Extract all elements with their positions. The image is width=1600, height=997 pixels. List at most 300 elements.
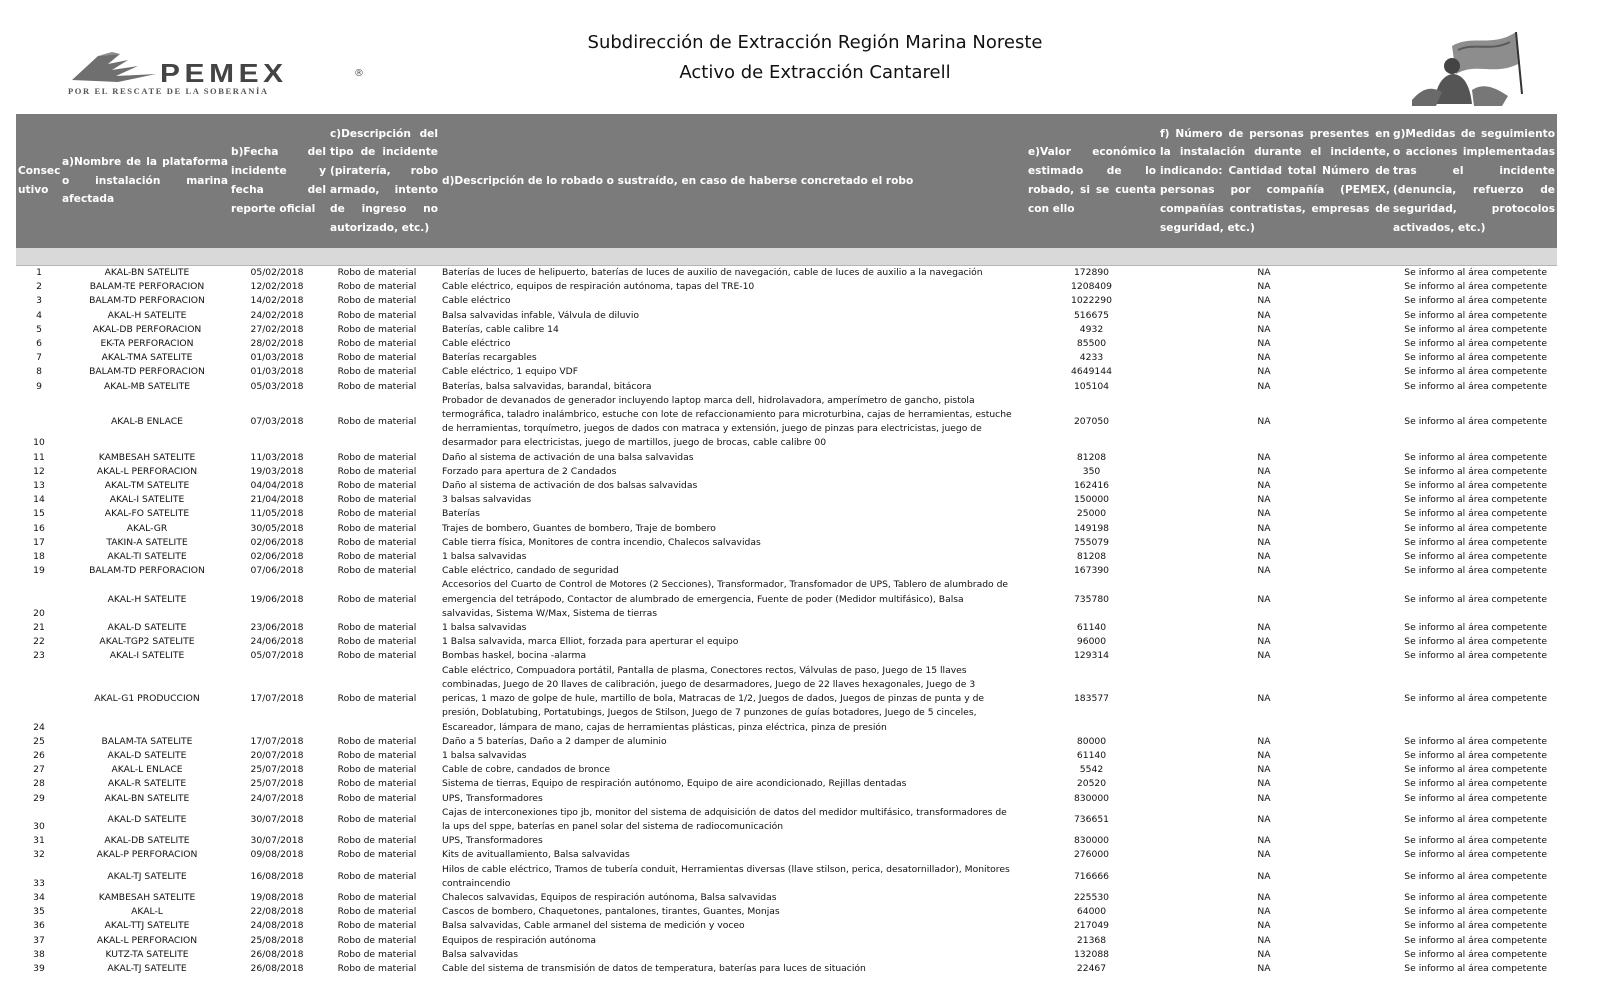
row-incident-type: Robo de material <box>337 813 417 825</box>
row-incident-type: Robo de material <box>337 778 417 790</box>
row-value: 350 <box>1082 465 1101 477</box>
row-number: 4 <box>36 309 42 321</box>
row-description: Cable eléctrico <box>442 295 511 307</box>
row-number: 35 <box>33 906 45 918</box>
row-description: 3 balsas salvavidas <box>442 494 532 506</box>
row-incident-type: Robo de material <box>337 962 417 974</box>
row-date: 25/07/2018 <box>250 764 304 776</box>
row-value: 172890 <box>1073 267 1110 278</box>
row-description: Cascos de bombero, Chaquetones, pantalones, tirantes, Guantes, Monjas <box>442 906 780 918</box>
table-row <box>16 337 1557 351</box>
row-measures: Se informo al área competente <box>1404 920 1547 932</box>
row-measures: Se informo al área competente <box>1404 749 1547 761</box>
row-measures: Se informo al área competente <box>1404 465 1547 477</box>
row-incident-type: Robo de material <box>337 735 417 747</box>
row-number: 6 <box>36 338 42 350</box>
row-platform: AKAL-TM SATELITE <box>104 480 190 492</box>
row-description: Cable del sistema de transmisión de datos de temperatura, baterías para luces de situación <box>442 962 866 974</box>
pemex-logo <box>68 50 374 102</box>
row-measures: Se informo al área competente <box>1404 934 1547 946</box>
row-incident-type: Robo de material <box>337 693 417 705</box>
row-incident-type: Robo de material <box>337 934 417 946</box>
row-value: 183577 <box>1073 693 1110 705</box>
row-measures: Se informo al área competente <box>1404 366 1547 378</box>
row-platform: AKAL-TMA SATELITE <box>101 352 193 364</box>
row-incident-type: Robo de material <box>337 522 417 534</box>
row-date: 09/08/2018 <box>250 849 304 861</box>
row-description: Cable eléctrico, equipos de respiración autónoma, tapas del TRE-10 <box>442 281 755 293</box>
row-persons: NA <box>1257 849 1271 861</box>
table-row <box>16 735 1557 749</box>
row-platform: AKAL-DB SATELITE <box>104 835 190 847</box>
row-persons: NA <box>1257 906 1271 918</box>
row-number: 30 <box>33 820 45 832</box>
row-measures: Se informo al área competente <box>1404 948 1547 960</box>
row-number: 3 <box>36 295 42 307</box>
row-value: 207050 <box>1073 416 1110 428</box>
row-description: Cable eléctrico <box>442 338 511 350</box>
table-row <box>16 536 1557 550</box>
table-body <box>16 266 1557 976</box>
row-date: 24/02/2018 <box>250 309 304 321</box>
row-incident-type: Robo de material <box>337 480 417 492</box>
row-persons: NA <box>1257 295 1271 307</box>
row-description: Kits de avituallamiento, Balsa salvavidas <box>442 849 630 861</box>
row-platform: AKAL-D SATELITE <box>107 813 187 825</box>
row-date: 20/07/2018 <box>250 749 304 761</box>
row-persons: NA <box>1257 366 1271 378</box>
row-measures: Se informo al área competente <box>1404 693 1547 705</box>
row-value: 276000 <box>1073 849 1110 861</box>
row-value: 81208 <box>1076 451 1107 463</box>
row-measures: Se informo al área competente <box>1404 891 1547 903</box>
row-platform: AKAL-FO SATELITE <box>104 508 190 520</box>
row-platform: KUTZ-TA SATELITE <box>105 948 189 960</box>
row-measures: Se informo al área competente <box>1404 522 1547 534</box>
row-persons: NA <box>1257 465 1271 477</box>
row-persons: NA <box>1257 948 1271 960</box>
row-number: 37 <box>33 934 45 946</box>
row-date: 21/04/2018 <box>250 494 304 506</box>
table-row <box>16 564 1557 578</box>
row-value: 20520 <box>1076 778 1107 790</box>
row-incident-type: Robo de material <box>337 565 417 577</box>
row-description: Balsa salvavidas infable, Válvula de diluvio <box>442 309 640 321</box>
row-description: Trajes de bombero, Guantes de bombero, Traje de bombero <box>442 522 716 534</box>
row-date: 14/02/2018 <box>250 295 304 307</box>
row-description: Bombas haskel, bocina -alarma <box>442 650 587 662</box>
table-row <box>16 621 1557 635</box>
row-incident-type: Robo de material <box>337 338 417 350</box>
row-measures: Se informo al área competente <box>1404 906 1547 918</box>
table-row <box>16 664 1557 735</box>
row-persons: NA <box>1257 778 1271 790</box>
row-value: 105104 <box>1073 380 1110 392</box>
column-header-fecha: b)Fecha del incidente y fecha del reporte oficial <box>231 146 326 215</box>
row-description: Accesorios del Cuarto de Control de Motores (2 Secciones), Transformador, Transfomador de UPS, Tablero de alumbrado de emergencia del tetrápodo, Contactor de alumbrado de emergencia, Fuente de poder (Medidor multifásico), Balsa salvavidas, Sistema W/Max, Sistema de tierras <box>442 579 1009 619</box>
row-value: 1022290 <box>1071 295 1112 307</box>
row-description: Daño al sistema de activación de dos balsas salvavidas <box>442 480 698 492</box>
row-value: 132088 <box>1073 948 1110 960</box>
row-number: 9 <box>36 380 42 392</box>
row-date: 24/07/2018 <box>250 792 304 804</box>
table-row <box>16 451 1557 465</box>
row-date: 01/03/2018 <box>250 366 304 378</box>
table-row <box>16 465 1557 479</box>
row-measures: Se informo al área competente <box>1404 870 1547 882</box>
row-measures: Se informo al área competente <box>1404 650 1547 662</box>
row-description: Hilos de cable eléctrico, Tramos de tubería conduit, Herramientas diversas (llave stilson, perica, desatornillador), Monitores contraincendio <box>442 863 1010 889</box>
column-header-consecutivo: Consec utivo <box>18 165 61 196</box>
row-incident-type: Robo de material <box>337 451 417 463</box>
row-persons: NA <box>1257 267 1271 278</box>
row-measures: Se informo al área competente <box>1404 813 1547 825</box>
row-number: 16 <box>33 522 45 534</box>
row-persons: NA <box>1257 352 1271 364</box>
row-persons: NA <box>1257 870 1271 882</box>
row-value: 80000 <box>1076 735 1107 747</box>
row-persons: NA <box>1257 622 1271 634</box>
row-incident-type: Robo de material <box>337 948 417 960</box>
row-value: 162416 <box>1073 480 1110 492</box>
table-row <box>16 919 1557 933</box>
table-row <box>16 763 1557 777</box>
row-persons: NA <box>1257 749 1271 761</box>
page-subtitle: Activo de Extracción Cantarell <box>679 62 951 83</box>
row-number: 8 <box>36 366 42 378</box>
row-incident-type: Robo de material <box>337 906 417 918</box>
row-incident-type: Robo de material <box>337 870 417 882</box>
row-value: 129314 <box>1073 650 1110 662</box>
row-description: Daño al sistema de activación de una balsa salvavidas <box>442 451 694 463</box>
row-incident-type: Robo de material <box>337 416 417 428</box>
row-measures: Se informo al área competente <box>1404 962 1547 974</box>
table-row <box>16 365 1557 379</box>
row-number: 34 <box>33 891 45 903</box>
table-row <box>16 323 1557 337</box>
row-platform: AKAL-L ENLACE <box>111 764 183 776</box>
row-measures: Se informo al área competente <box>1404 778 1547 790</box>
row-description: 1 balsa salvavidas <box>442 622 527 634</box>
row-date: 11/05/2018 <box>250 508 304 520</box>
table-row <box>16 493 1557 507</box>
row-date: 24/06/2018 <box>250 636 304 648</box>
row-platform: TAKIN-A SATELITE <box>106 536 188 548</box>
row-platform: EK-TA PERFORACION <box>100 338 194 350</box>
row-persons: NA <box>1257 565 1271 577</box>
row-description: Balsa salvavidas, Cable armanel del sistema de medición y voceo <box>442 920 745 932</box>
row-number: 15 <box>33 508 45 520</box>
row-platform: AKAL-H SATELITE <box>107 309 187 321</box>
row-description: 1 balsa salvavidas <box>442 749 527 761</box>
row-measures: Se informo al área competente <box>1404 295 1547 307</box>
row-measures: Se informo al área competente <box>1404 281 1547 293</box>
row-persons: NA <box>1257 636 1271 648</box>
row-value: 755079 <box>1073 536 1110 548</box>
row-number: 31 <box>33 835 45 847</box>
row-platform: BALAM-TA SATELITE <box>101 735 193 747</box>
table-row <box>16 266 1557 280</box>
row-persons: NA <box>1257 920 1271 932</box>
row-platform: BALAM-TD PERFORACION <box>89 366 205 378</box>
row-description: 1 Balsa salvavida, marca Elliot, forzada para aperturar el equipo <box>442 636 739 648</box>
row-measures: Se informo al área competente <box>1404 565 1547 577</box>
column-header-valor: e)Valor económico estimado de lo robado, si se cuenta con ello <box>1028 146 1156 215</box>
row-platform: KAMBESAH SATELITE <box>98 451 196 463</box>
row-incident-type: Robo de material <box>337 309 417 321</box>
row-measures: Se informo al área competente <box>1404 593 1547 605</box>
row-persons: NA <box>1257 693 1271 705</box>
page-titles <box>500 28 1130 88</box>
row-number: 14 <box>33 494 45 506</box>
row-number: 17 <box>33 536 45 548</box>
row-persons: NA <box>1257 735 1271 747</box>
table-row <box>16 294 1557 308</box>
row-incident-type: Robo de material <box>337 352 417 364</box>
row-measures: Se informo al área competente <box>1404 309 1547 321</box>
row-value: 4233 <box>1079 352 1104 364</box>
row-measures: Se informo al área competente <box>1404 849 1547 861</box>
table-row <box>16 792 1557 806</box>
row-platform: AKAL-MB SATELITE <box>103 380 191 392</box>
row-value: 64000 <box>1076 906 1107 918</box>
row-value: 830000 <box>1073 792 1110 804</box>
table-row <box>16 309 1557 323</box>
table-row <box>16 934 1557 948</box>
row-date: 04/04/2018 <box>250 480 304 492</box>
row-date: 24/08/2018 <box>250 920 304 932</box>
row-persons: NA <box>1257 522 1271 534</box>
row-number: 10 <box>33 437 45 449</box>
column-header-medidas: g)Medidas de seguimiento o acciones implementadas tras el incidente (denuncia, refuerzo de seguridad, protocolos activados, etc.) <box>1393 127 1555 234</box>
row-incident-type: Robo de material <box>337 281 417 293</box>
row-incident-type: Robo de material <box>337 764 417 776</box>
row-measures: Se informo al área competente <box>1404 551 1547 563</box>
row-measures: Se informo al área competente <box>1404 764 1547 776</box>
row-persons: NA <box>1257 792 1271 804</box>
row-value: 61140 <box>1076 622 1107 634</box>
table-row <box>16 522 1557 536</box>
row-persons: NA <box>1257 380 1271 392</box>
row-number: 1 <box>36 267 42 278</box>
row-description: Forzado para apertura de 2 Candados <box>442 465 617 477</box>
row-platform: AKAL-TJ SATELITE <box>107 962 187 974</box>
row-incident-type: Robo de material <box>337 835 417 847</box>
row-platform: BALAM-TD PERFORACION <box>89 565 205 577</box>
row-date: 16/08/2018 <box>250 870 304 882</box>
row-incident-type: Robo de material <box>337 849 417 861</box>
eagle-icon <box>68 50 160 86</box>
row-persons: NA <box>1257 593 1271 605</box>
page-title: Subdirección de Extracción Región Marina Noreste <box>587 32 1043 53</box>
row-platform: AKAL-R SATELITE <box>107 778 187 790</box>
row-persons: NA <box>1257 494 1271 506</box>
row-number: 27 <box>33 764 45 776</box>
column-header-plataforma: a)Nombre de la plataforma o instalación marina afectada <box>62 155 228 206</box>
row-persons: NA <box>1257 416 1271 428</box>
row-persons: NA <box>1257 891 1271 903</box>
row-platform: AKAL-B ENLACE <box>111 416 183 428</box>
row-date: 07/06/2018 <box>250 565 304 577</box>
flag-emblem-icon <box>1412 30 1530 106</box>
row-persons: NA <box>1257 338 1271 350</box>
row-number: 2 <box>36 281 42 293</box>
row-measures: Se informo al área competente <box>1404 380 1547 392</box>
row-value: 25000 <box>1076 508 1107 520</box>
row-number: 23 <box>33 650 45 662</box>
table-header <box>16 114 1557 248</box>
row-date: 25/08/2018 <box>250 934 304 946</box>
row-number: 32 <box>33 849 45 861</box>
row-platform: AKAL-D SATELITE <box>107 749 187 761</box>
row-persons: NA <box>1257 536 1271 548</box>
column-header-tipo-incidente: c)Descripción del tipo de incidente (piratería, robo armado, intento de ingreso no autorizado, etc.) <box>330 127 438 234</box>
row-value: 5542 <box>1079 764 1104 776</box>
row-description: Chalecos salvavidas, Equipos de respiración autónoma, Balsa salvavidas <box>442 891 777 903</box>
row-persons: NA <box>1257 764 1271 776</box>
table-row <box>16 351 1557 365</box>
table-row <box>16 905 1557 919</box>
row-incident-type: Robo de material <box>337 551 417 563</box>
row-platform: AKAL-I SATELITE <box>109 650 185 662</box>
row-number: 12 <box>33 465 45 477</box>
row-incident-type: Robo de material <box>337 267 417 278</box>
row-measures: Se informo al área competente <box>1404 508 1547 520</box>
row-number: 29 <box>33 792 45 804</box>
row-date: 27/02/2018 <box>250 323 304 335</box>
row-number: 26 <box>33 749 45 761</box>
row-measures: Se informo al área competente <box>1404 622 1547 634</box>
row-persons: NA <box>1257 650 1271 662</box>
row-number: 7 <box>36 352 42 364</box>
row-number: 28 <box>33 778 45 790</box>
row-measures: Se informo al área competente <box>1404 451 1547 463</box>
table-row <box>16 777 1557 791</box>
row-incident-type: Robo de material <box>337 650 417 662</box>
row-description: Equipos de respiración autónoma <box>442 934 597 946</box>
row-value: 4649144 <box>1071 366 1112 378</box>
row-persons: NA <box>1257 934 1271 946</box>
row-number: 22 <box>33 636 45 648</box>
row-description: UPS, Transformadores <box>442 835 543 847</box>
table-row <box>16 507 1557 521</box>
row-number: 20 <box>33 607 45 619</box>
row-platform: BALAM-TE PERFORACION <box>89 281 205 293</box>
row-date: 28/02/2018 <box>250 338 304 350</box>
row-incident-type: Robo de material <box>337 593 417 605</box>
row-measures: Se informo al área competente <box>1404 416 1547 428</box>
row-persons: NA <box>1257 813 1271 825</box>
row-platform: AKAL-G1 PRODUCCION <box>94 693 200 705</box>
header-divider <box>16 248 1557 266</box>
table-row <box>16 848 1557 862</box>
row-description: Baterías, balsa salvavidas, barandal, bitácora <box>442 380 652 392</box>
row-description: Probador de devanados de generador incluyendo laptop marca dell, hidrolavadora, amperímetro de gancho, pistola termográfica, taladro inalámbrico, estuche con lote de refaccionamiento para microturbina, cajas de herramientas, estuche de herramientas, torquímetro, juegos de dados con matraca y extensión, juego de pinzas para electricistas, juego de desarmador para electricistas, juego de martillos, juego de brocas, cable calibre 00 <box>442 394 1012 449</box>
row-measures: Se informo al área competente <box>1404 323 1547 335</box>
row-date: 05/03/2018 <box>250 380 304 392</box>
row-measures: Se informo al área competente <box>1404 636 1547 648</box>
row-number: 25 <box>33 735 45 747</box>
row-persons: NA <box>1257 323 1271 335</box>
row-description: Baterías <box>442 508 480 520</box>
column-header-descripcion: d)Descripción de lo robado o sustraído, en caso de haberse concretado el robo <box>442 174 914 187</box>
row-incident-type: Robo de material <box>337 536 417 548</box>
row-date: 07/03/2018 <box>250 416 304 428</box>
row-description: Baterías, cable calibre 14 <box>442 323 559 335</box>
row-persons: NA <box>1257 480 1271 492</box>
row-incident-type: Robo de material <box>337 891 417 903</box>
row-number: 33 <box>33 877 45 889</box>
row-platform: AKAL-TGP2 SATELITE <box>99 636 195 648</box>
row-platform: AKAL-DB PERFORACION <box>92 323 202 335</box>
row-incident-type: Robo de material <box>337 792 417 804</box>
row-incident-type: Robo de material <box>337 295 417 307</box>
row-date: 01/03/2018 <box>250 352 304 364</box>
table-row <box>16 635 1557 649</box>
row-description: Cable de cobre, candados de bronce <box>442 764 611 776</box>
row-persons: NA <box>1257 309 1271 321</box>
table-row <box>16 394 1557 451</box>
row-platform: AKAL-P PERFORACION <box>96 849 198 861</box>
row-date: 02/06/2018 <box>250 536 304 548</box>
row-date: 17/07/2018 <box>250 735 304 747</box>
row-incident-type: Robo de material <box>337 366 417 378</box>
row-description: 1 balsa salvavidas <box>442 551 527 563</box>
row-description: Cajas de interconexiones tipo jb, monitor del sistema de adquisición de datos del medidor multifásico, transformadores de la ups del sppe, baterías en panel solar del sistema de radiocomunicación <box>442 806 1007 832</box>
row-date: 23/06/2018 <box>250 622 304 634</box>
row-description: Sistema de tierras, Equipo de respiración autónomo, Equipo de aire acondicionado, Rejillas dentadas <box>442 778 907 790</box>
table-row <box>16 962 1557 976</box>
row-date: 26/08/2018 <box>250 948 304 960</box>
row-description: Baterías recargables <box>442 352 537 364</box>
row-number: 38 <box>33 948 45 960</box>
column-header-personas: f) Número de personas presentes en la instalación durante el incidente, indicando: Cantidad total Número de personas por compañía (PEMEX, compañías contratistas, empresas de seguridad, etc.) <box>1160 127 1390 234</box>
row-date: 05/07/2018 <box>250 650 304 662</box>
row-incident-type: Robo de material <box>337 636 417 648</box>
row-incident-type: Robo de material <box>337 465 417 477</box>
row-incident-type: Robo de material <box>337 380 417 392</box>
row-date: 05/02/2018 <box>250 267 304 278</box>
row-persons: NA <box>1257 451 1271 463</box>
row-value: 736651 <box>1073 813 1110 825</box>
row-description: Cable eléctrico, 1 equipo VDF <box>442 366 579 378</box>
row-measures: Se informo al área competente <box>1404 267 1547 278</box>
table-row <box>16 948 1557 962</box>
row-persons: NA <box>1257 281 1271 293</box>
row-persons: NA <box>1257 962 1271 974</box>
row-measures: Se informo al área competente <box>1404 735 1547 747</box>
row-measures: Se informo al área competente <box>1404 835 1547 847</box>
row-date: 26/08/2018 <box>250 962 304 974</box>
row-number: 13 <box>33 480 45 492</box>
row-value: 225530 <box>1073 891 1110 903</box>
row-value: 81208 <box>1076 551 1107 563</box>
row-description: Baterías de luces de helipuerto, baterías de luces de auxilio de navegación, cable de luces de auxilio a la navegación <box>442 267 983 278</box>
row-platform: AKAL-BN SATELITE <box>104 792 190 804</box>
row-incident-type: Robo de material <box>337 323 417 335</box>
row-date: 17/07/2018 <box>250 693 304 705</box>
row-description: Cable eléctrico, Compuadora portátil, Pantalla de plasma, Conectores rectos, Válvulas de paso, Juego de 15 llaves combinadas, Juego de 20 llaves de calibración, juego de desarmadores, Juego de 22 llaves hexagonales, Juego de 3 pericas, 1 mazo de golpe de hule, martillo de bola, Matracas de 1/2, Juegos de dados, Juegos de pinzas de punta y de presión, Doblatubing, Portatubings, Juegos de Stilson, Juego de 7 punzones de guías botadores, Juego de 5 cinceles, Escareador, lámpara de mano, cajas de herramientas plásticas, pinza eléctrica, pinza de presión <box>442 664 985 733</box>
table-row <box>16 380 1557 394</box>
row-platform: AKAL-H SATELITE <box>107 593 187 605</box>
table-row <box>16 280 1557 294</box>
row-platform: AKAL-TI SATELITE <box>107 551 187 563</box>
row-date: 22/08/2018 <box>250 906 304 918</box>
row-date: 02/06/2018 <box>250 551 304 563</box>
table-row <box>16 863 1557 891</box>
row-measures: Se informo al área competente <box>1404 352 1547 364</box>
row-persons: NA <box>1257 551 1271 563</box>
